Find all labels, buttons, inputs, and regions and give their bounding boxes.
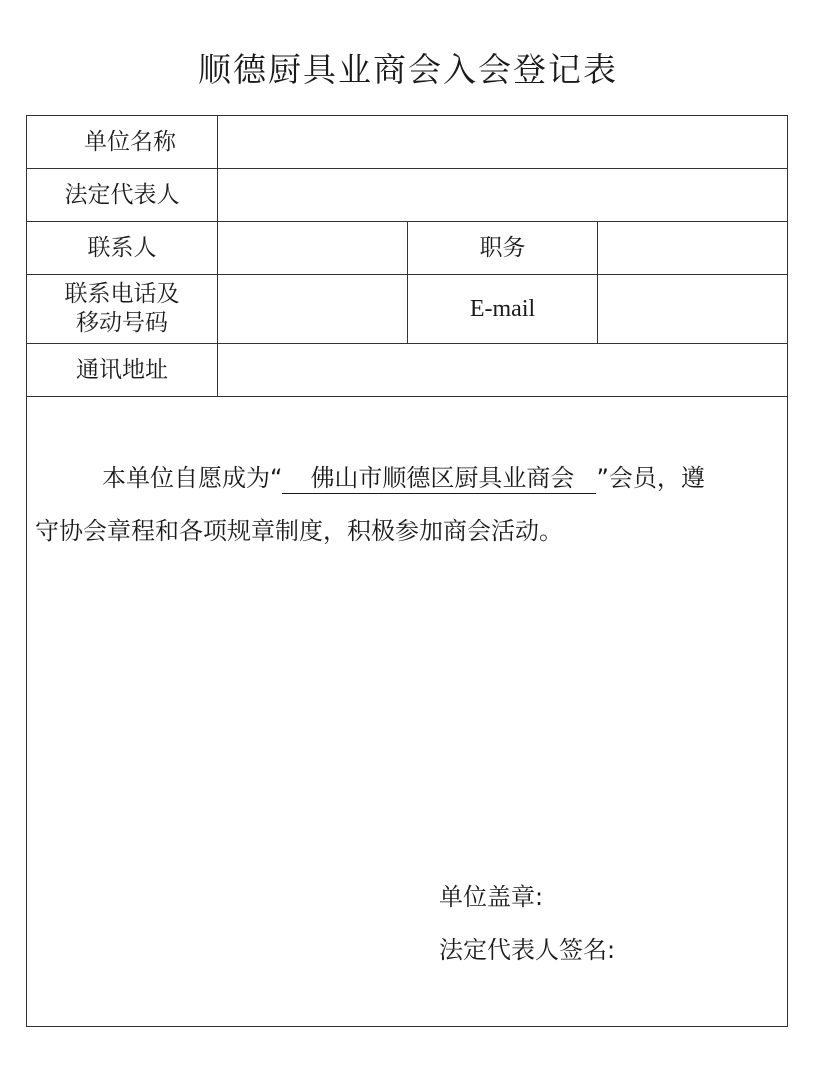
address-field[interactable]: [218, 344, 787, 396]
declaration-org-name: 佛山市顺德区厨具业商会: [282, 463, 596, 494]
declaration-text: [27, 452, 787, 558]
registration-form: [26, 115, 788, 1027]
legal-rep-field[interactable]: [218, 169, 787, 221]
row-divider: [27, 396, 787, 397]
phone-label: [27, 275, 217, 343]
legal-rep-label: 法定代表人: [64, 182, 180, 208]
legal-rep-signature-label: 法定代表人签名:: [439, 936, 616, 964]
position-label: 职务: [479, 235, 526, 261]
contact-label: 联系人: [87, 235, 157, 261]
email-field[interactable]: [598, 275, 787, 343]
declaration-line-1: [27, 452, 787, 505]
phone-field[interactable]: [218, 275, 407, 343]
declaration-line-2: 守协会章程和各项规章制度，积极参加商会活动。: [35, 517, 563, 545]
phone-label-line1: 联系电话及: [64, 281, 180, 307]
declaration-prefix: 本单位自愿成为“: [102, 464, 283, 492]
org-name-field[interactable]: [218, 116, 787, 168]
address-label: 通讯地址: [76, 357, 168, 383]
org-name-label: 单位名称: [84, 129, 176, 155]
declaration-suffix: ”会员，遵: [596, 464, 705, 492]
page-title: 顺德厨具业商会入会登记表: [198, 50, 618, 89]
contact-field[interactable]: [218, 222, 407, 274]
position-field[interactable]: [598, 222, 787, 274]
phone-label-line2: 移动号码: [76, 310, 168, 336]
email-label: E-mail: [469, 296, 536, 322]
seal-label: 单位盖章:: [439, 883, 544, 911]
